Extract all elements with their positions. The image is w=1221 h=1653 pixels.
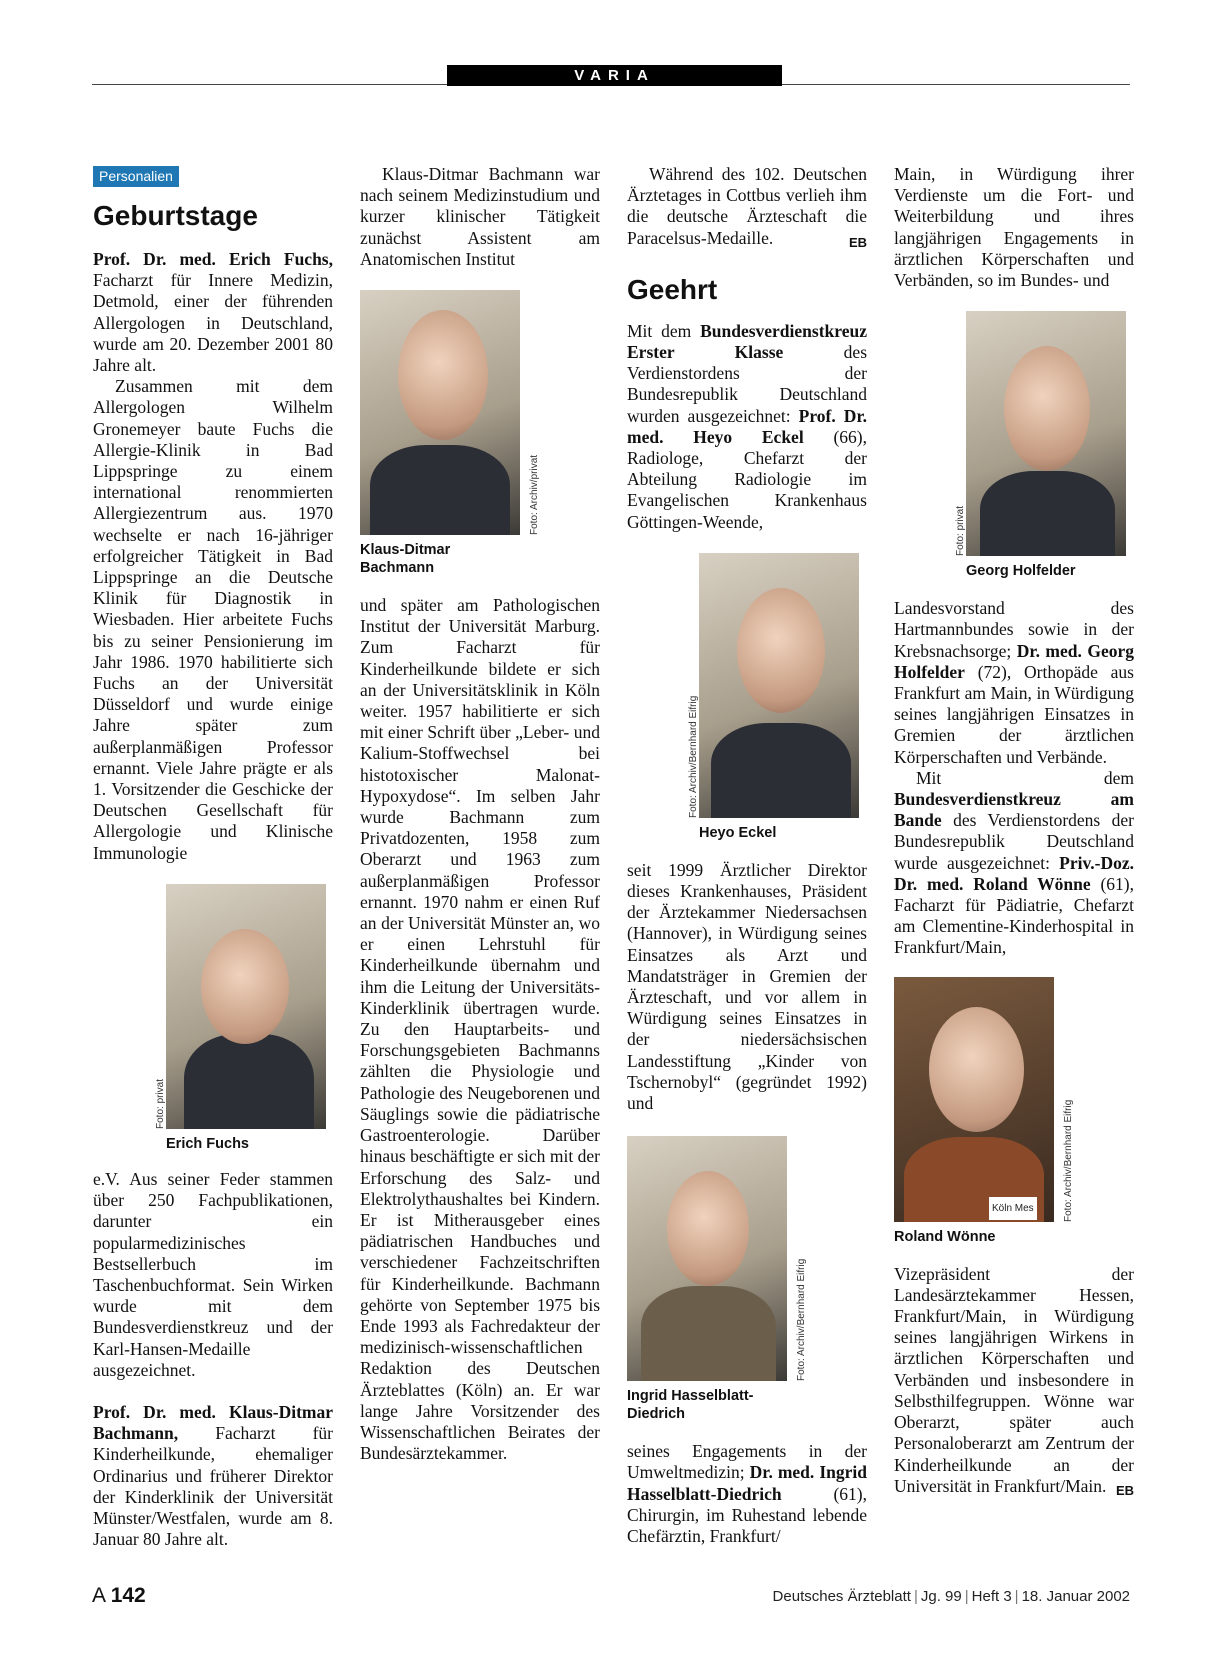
text: (66), Radiologe, Chefarzt der Abteilung Radiologie im Evangelischen Krankenhaus Göttingen-Weende,: [627, 426, 867, 532]
paragraph-woenne: [894, 768, 1134, 959]
caption-holfelder: Georg Holfelder: [966, 563, 1076, 580]
column-1: [93, 164, 333, 1550]
journal-volume: Jg. 99: [920, 1588, 962, 1605]
paragraph-bachmann-intro: [93, 1402, 333, 1550]
heading-geehrt: Geehrt: [627, 273, 718, 305]
caption-eckel: Heyo Eckel: [699, 824, 777, 841]
microphone-sign: Köln Mes: [989, 1197, 1037, 1220]
author-signature: EB: [848, 234, 867, 250]
name-fuchs: Prof. Dr. med. Erich Fuchs,: [93, 249, 333, 269]
photo-hasselblatt: [627, 1136, 787, 1381]
name-bachmann: Prof. Dr. med. Klaus-Ditmar Bachmann,: [93, 1401, 333, 1444]
page-prefix: A: [92, 1584, 105, 1607]
text: Facharzt für Kinderheilkunde, ehemaliger Ordinarius und früherer Direktor der Kinderklinik der Universität Münster/Westfalen, wurde am 8. Januar 80 Jahre alt.: [93, 1423, 333, 1550]
paragraph-fuchs-career: Zusammen mit dem Allergologen Wilhelm Gronemeyer baute Fuchs die Allergie-Klinik in Bad Lippspringe zu einem international renommierten Allergiezentrum aus. 1970 wechselte er nach 16-jähriger erfolgreicher Tätigkeit in Bad Lippspringe an die Deutsche Klinik für Diagnostik in Wiesbaden. Hier arbeitete Fuchs bis zu seiner Pensionierung im Jahr 1986. 1970 habilitierte sich Fuchs an der Universität Düsseldorf und wurde einige Jahre später zum außerplanmäßigen Professor ernannt. Viele Jahre prägte er als 1. Vorsitzender die Geschicke der Deutschen Gesellschaft für Allergologie und Klinische Immunologie: [93, 376, 333, 863]
journal-name: Deutsches Ärzteblatt: [772, 1588, 911, 1605]
paragraph-fuchs-publications: e.V. Aus seiner Feder stammen über 250 Fachpublikationen, darunter ein popularmedizinisches Bestsellerbuch im Taschenbuchformat. Sein Wirken wurde mit dem Bundesverdienstkreuz und der Karl-Hansen-Medaille ausgezeichnet.: [93, 1168, 333, 1380]
caption-hasselblatt: Ingrid Hasselblatt-Diedrich: [627, 1388, 754, 1423]
journal-issue: Heft 3: [971, 1588, 1012, 1605]
heading-geburtstage: Geburtstage: [93, 200, 258, 231]
caption-bachmann: Klaus-Ditmar Bachmann: [360, 542, 451, 577]
paragraph-eckel: [627, 321, 867, 533]
text: seines Engagements in der Umweltmedizin;: [627, 1441, 867, 1483]
photo-credit: Foto: Archiv/Bernhard Eifrig: [1063, 1099, 1074, 1222]
text: (61), Facharzt für Pädiatrie, Chefarzt am Clementine-Kinderhospital in Frankfurt/Main,: [894, 873, 1135, 958]
name-eckel: Prof. Dr. med. Heyo Eckel: [627, 405, 867, 447]
photo-woenne: [894, 977, 1054, 1222]
column-2: [360, 164, 600, 1464]
text: (61), Chirurgin, im Ruhestand lebende Chefärztin, Frankfurt/: [627, 1483, 867, 1547]
figure-eckel: [688, 553, 859, 842]
caption-fuchs: Erich Fuchs: [166, 1135, 249, 1152]
paragraph-hasselblatt-cont: Main, in Würdigung ihrer Verdienste um die Fort- und Weiterbildung und ihres langjährigen Engagements in ärztlichen Körperschaften und Verbänden, so im Bundes- und: [894, 164, 1134, 291]
photo-credit: Foto: privat: [155, 1078, 166, 1129]
paragraph-paracelsus: [627, 164, 867, 249]
photo-holfelder: [966, 311, 1126, 556]
text: Landesvorstand des Hartmannbundes sowie in der Krebsnachsorge;: [894, 598, 1134, 661]
author-signature: EB: [1115, 1482, 1134, 1498]
paragraph-bachmann-career: und später am Pathologischen Institut der Universität Marburg. Zum Facharzt für Kinderheilkunde bildete er sich an der Universitätsklinik in Köln weiter. 1957 habilitierte er sich mit einer Schrift über „Leber- und Kalium-Stoffwechsel bei histotoxischer Malonat-Hypoxydose“. Im selben Jahr wurde Bachmann zum Privatdozenten, 1958 zum Oberarzt und 1963 zum außerplanmäßigen Professor ernannt. 1970 nahm er einen Ruf an der Universität Münster an, wo er einen Lehrstuhl für Kinderheilkunde übernahm und ihm die Leitung der Universitäts-Kinderklinik übertragen wurde. Zu den Hauptarbeits- und Forschungsgebieten Bachmanns zählten die Physiologie und Pathologie des Neugeborenen und Säuglings sowie die pädiatrische Gastroenterologie. Darüber hinaus beschäftigte er sich mit der Erforschung des Salz- und Elektrolythaushaltes bei Kindern. Er ist Mitherausgeber eines pädiatrischen Handbuches und verschiedener Fachzeitschriften für Kinderheilkunde. Bachmann gehörte von September 1975 bis Ende 1993 als Fachredakteur der medizinisch-wissenschaftlichen Redaktion des Deutschen Ärzteblattes (Köln) an. Er war lange Jahre Vorsitzender des Wissenschaftlichen Beirates der Bundesärztekammer.: [360, 595, 600, 1464]
figure-hasselblatt: [627, 1136, 807, 1423]
figure-fuchs: [155, 884, 326, 1153]
page-number: [92, 1584, 146, 1608]
photo-fuchs: [166, 884, 326, 1129]
column-4: [894, 164, 1134, 1501]
text: des Verdienstordens der Bundesrepublik Deutschland wurden ausgezeichnet:: [627, 342, 867, 426]
column-3: [627, 164, 867, 1547]
photo-credit: Foto: Archiv/Bernhard Eifrig: [688, 695, 699, 818]
photo-bachmann: [360, 290, 520, 535]
text: Mit dem: [916, 767, 1134, 788]
award-name: Bundesverdienstkreuz Erster Klasse: [627, 320, 867, 363]
page-number-value: 142: [110, 1584, 146, 1607]
section-header: VARIA: [447, 65, 782, 86]
paragraph-woenne-career: [894, 1264, 1134, 1497]
photo-credit: Foto: Archiv/Bernhard Eifrig: [796, 1259, 807, 1382]
name-hasselblatt: Dr. med. Ingrid Hasselblatt-Diedrich: [627, 1462, 867, 1504]
name-holfelder: Dr. med. Georg Holfelder: [894, 640, 1134, 682]
paragraph-holfelder: [894, 598, 1134, 768]
journal-date: 18. Januar 2002: [1021, 1588, 1130, 1605]
award-name: Bundesverdienstkreuz am Bande: [894, 789, 1134, 831]
text: des Verdienstordens der Bundesrepublik Deutschland wurde ausgezeichnet:: [894, 810, 1134, 873]
section-tag: Personalien: [93, 166, 179, 187]
paragraph-eckel-career: seit 1999 Ärztlicher Direktor dieses Krankenhauses, Präsident der Ärztekammer Niedersachsen (Hannover), in Würdigung seines Einsatzes als Arzt und Mandatsträger in Gremien der Ärzteschaft, und vor allem in Würdigung seines Einsatzes in der niedersächsischen Landesstiftung „Kinder von Tschernobyl“ (gegründet 1992) und: [627, 859, 867, 1114]
text: Vizepräsident der Landesärztekammer Hessen, Frankfurt/Main, in Würdigung seines langjährigen Wirkens in ärztlichen Körperschaften und Verbänden und insbesondere in Selbsthilfegruppen. Wönne war Oberarzt, später auch Personaloberarzt am Zentrum der Kinderheilkunde an der Universität in Frankfurt/Main.: [894, 1263, 1134, 1496]
caption-woenne: Roland Wönne: [894, 1228, 996, 1245]
figure-holfelder: [955, 311, 1126, 580]
figure-woenne: [894, 977, 1074, 1246]
text: (72), Orthopäde aus Frankfurt am Main, in Würdigung seines langjährigen Einsatzes in Gremien der ärztlichen Körperschaften und Verbände.: [894, 661, 1134, 767]
journal-info: Deutsches Ärzteblatt | Jg. 99 | Heft 3 | 18. Januar 2002: [772, 1588, 1130, 1605]
text: Während des 102. Deutschen Ärztetages in Cottbus verlieh ihm die deutsche Ärzteschaft die Paracelsus-Medaille.: [627, 164, 867, 248]
paragraph-bachmann-start: Klaus-Ditmar Bachmann war nach seinem Medizinstudium und kurzer klinischer Tätigkeit zunächst Assistent am Anatomischen Institut: [360, 164, 600, 269]
name-woenne: Priv.-Doz. Dr. med. Roland Wönne: [894, 852, 1134, 894]
photo-credit: Foto: Archiv/privat: [529, 454, 540, 536]
figure-bachmann: [360, 290, 540, 577]
paragraph-hasselblatt: [627, 1441, 867, 1547]
photo-eckel: [699, 553, 859, 818]
paragraph-fuchs-intro: [93, 249, 333, 376]
text: Facharzt für Innere Medizin, Detmold, einer der führenden Allergologen in Deutschland, wurde am 20. Dezember 2001 80 Jahre alt.: [93, 270, 333, 376]
text: Mit dem: [627, 320, 701, 341]
photo-credit: Foto: privat: [955, 506, 966, 557]
